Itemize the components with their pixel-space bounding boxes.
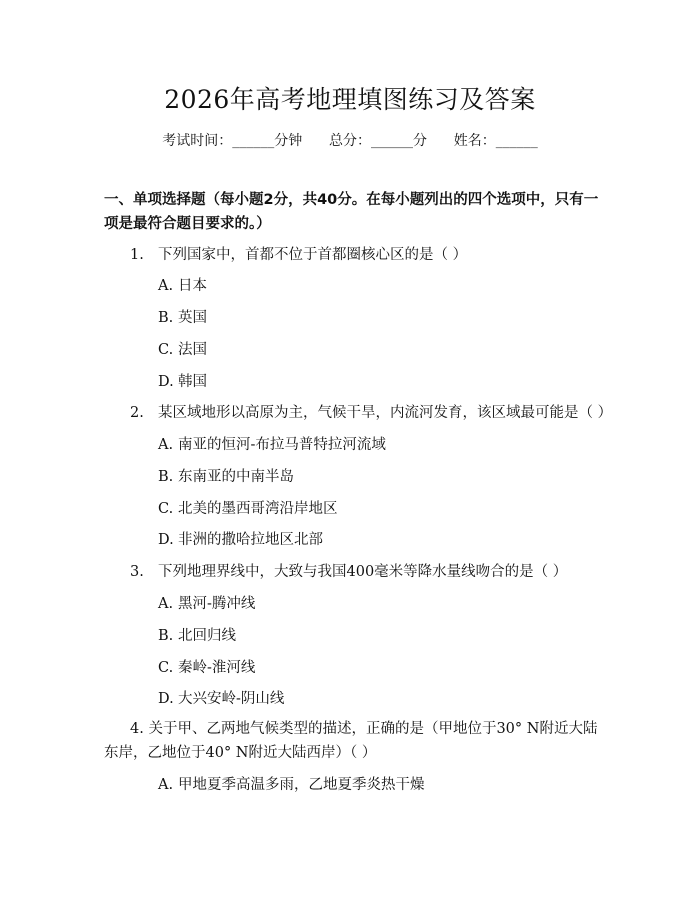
name-blank: ______ (495, 133, 538, 149)
option-text: 大兴安岭-阴山线 (178, 691, 285, 707)
option-text: 北美的墨西哥湾沿岸地区 (178, 501, 338, 517)
section-heading: 一、单项选择题（每小题2分，共40分。在每小题列出的四个选项中，只有一项是最符合题目要求的。） (104, 192, 599, 232)
option-2a (158, 433, 386, 454)
question-text: 下列地理界线中，大致与我国400毫米等降水量线吻合的是（ ） (158, 564, 568, 580)
question-text: 关于甲、乙两地气候类型的描述，正确的是（甲地位于30° N附近大陆东岸，乙地位于40° N附近大陆西岸）（ ） (104, 721, 598, 761)
question-2 (130, 401, 612, 422)
option-label: D. (158, 532, 174, 548)
option-2b (158, 465, 294, 486)
option-1a (158, 274, 207, 295)
option-text: 英国 (178, 310, 207, 326)
option-text: 甲地夏季高温多雨，乙地夏季炎热干燥 (178, 777, 425, 793)
option-label: B. (158, 469, 174, 485)
name-label: 姓名： (453, 133, 496, 149)
option-3c (158, 656, 255, 677)
time-unit: 分钟 (274, 133, 303, 149)
option-label: A. (158, 596, 174, 612)
question-1 (130, 243, 467, 264)
question-text: 某区域地形以高原为主，气候干旱，内流河发育，该区域最可能是（ ） (158, 405, 613, 421)
option-label: A. (158, 278, 174, 294)
score-label: 总分： (329, 133, 371, 149)
option-2d (158, 528, 323, 549)
question-number: 1. (130, 247, 144, 263)
option-label: C. (158, 501, 174, 517)
exam-meta (0, 130, 700, 150)
question-number: 3. (130, 564, 144, 580)
option-label: C. (158, 342, 174, 358)
option-text: 秦岭-淮河线 (178, 660, 256, 676)
option-text: 北回归线 (178, 628, 236, 644)
option-text: 南亚的恒河-布拉马普特拉河流域 (178, 437, 386, 453)
option-label: A. (158, 777, 174, 793)
option-label: B. (158, 628, 174, 644)
option-text: 日本 (178, 278, 207, 294)
option-3d (158, 687, 284, 708)
option-4a (158, 773, 425, 794)
option-text: 黑河-腾冲线 (178, 596, 256, 612)
option-text: 法国 (178, 342, 207, 358)
question-text: 下列国家中，首都不位于首都圈核心区的是（ ） (158, 247, 468, 263)
option-text: 韩国 (178, 374, 207, 390)
question-4 (104, 717, 602, 765)
question-number: 2. (130, 405, 144, 421)
option-3b (158, 624, 236, 645)
option-label: D. (158, 374, 174, 390)
option-label: A. (158, 437, 174, 453)
option-label: D. (158, 691, 174, 707)
option-label: C. (158, 660, 174, 676)
option-1c (158, 338, 207, 359)
option-text: 东南亚的中南半岛 (178, 469, 294, 485)
option-1b (158, 306, 207, 327)
score-blank: ______ (371, 133, 413, 149)
question-number: 4. (130, 721, 144, 737)
option-2c (158, 497, 338, 518)
option-1d (158, 370, 207, 391)
score-unit: 分 (413, 133, 427, 149)
option-3a (158, 592, 255, 613)
time-label: 考试时间： (162, 133, 233, 149)
page-title: 2026年高考地理填图练习及答案 (164, 85, 536, 114)
time-blank: ______ (232, 133, 275, 149)
question-3 (130, 560, 567, 581)
option-text: 非洲的撒哈拉地区北部 (178, 532, 323, 548)
option-label: B. (158, 310, 174, 326)
